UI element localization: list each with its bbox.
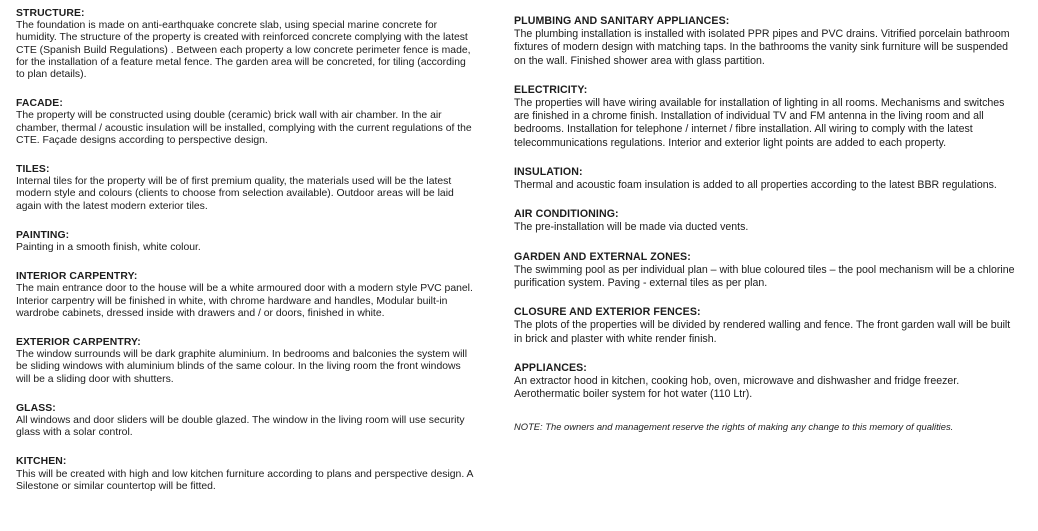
section-garden-external-zones	[514, 251, 1018, 291]
left-column	[16, 8, 476, 510]
section-body: The window surrounds will be dark graphite aluminium. In bedrooms and balconies the system will be sliding windows with aluminium blinds of the same colour. In the living room the front windows will be a sliding door with shutters.	[16, 349, 468, 385]
section-heading: PAINTING:	[16, 229, 70, 241]
section-body: Thermal and acoustic foam insulation is added to all properties according to the latest BBR regulations.	[514, 179, 997, 192]
section-closure-exterior-fences	[514, 306, 1018, 346]
section-structure	[16, 8, 476, 81]
section-body: The foundation is made on anti-earthquake concrete slab, using special marine concrete for humidity. The structure of the property is created with reinforced concrete complying with the latest CTE (Spanish Build Regulations) . Between each property a low concrete perimeter fence is made, for the installation of a feature metal fence. The garden area will be concreted, for tiling (according to plan details).	[16, 20, 471, 81]
section-appliances	[514, 362, 1018, 402]
section-body: The properties will have wiring available for installation of lighting in all rooms. Mechanisms and switches are finished in a chrome finish. Installation of individual TV and FM antenna in the living room and all bedrooms. Installation for telephone / internet / fibre installation. All wiring to comply with the latest telecommunications regulations. Interior and exterior light points are added to each property.	[514, 97, 1005, 149]
section-body: All windows and door sliders will be double glazed. The window in the living room will use security glass with a solar control.	[16, 415, 465, 439]
section-heading: INSULATION:	[514, 165, 583, 178]
section-exterior-carpentry	[16, 337, 476, 386]
section-body: The plumbing installation is installed with isolated PPR pipes and PVC drains. Vitrified porcelain bathroom fixtures of modern design with matching taps. In the bathrooms the vanity sink furniture will be suspended on the wall. Finished shower area with glass partition.	[514, 28, 1010, 67]
section-heading: FACADE:	[16, 98, 63, 110]
section-heading: KITCHEN:	[16, 456, 67, 468]
section-heading: GLASS:	[16, 402, 56, 414]
section-heading: STRUCTURE:	[16, 8, 85, 19]
section-body: The pre-installation will be made via ducted vents.	[514, 221, 749, 234]
section-painting	[16, 230, 476, 254]
section-heading: PLUMBING AND SANITARY APPLIANCES:	[514, 15, 730, 27]
note-text: NOTE: The owners and management reserve the rights of making any change to this memory of qualities.	[514, 421, 954, 433]
section-heading: AIR CONDITIONING:	[514, 208, 619, 221]
section-electricity	[514, 84, 1018, 150]
section-heading: EXTERIOR CARPENTRY:	[16, 337, 141, 349]
section-body: Internal tiles for the property will be of first premium quality, the materials used will be the latest modern style and colours (clients to choose from selection available). Outdoor areas will be laid again with the latest modern exterior tiles.	[16, 176, 454, 212]
section-heading: GARDEN AND EXTERNAL ZONES:	[514, 250, 691, 263]
section-body: Painting in a smooth finish, white colour.	[16, 242, 201, 254]
section-air-conditioning	[514, 208, 1018, 234]
section-kitchen	[16, 456, 476, 493]
section-body: An extractor hood in kitchen, cooking hob, oven, microwave and dishwasher and fridge freezer. Aerothermatic boiler system for hot water (110 Ltr).	[514, 375, 960, 401]
section-heading: CLOSURE AND EXTERIOR FENCES:	[514, 306, 701, 319]
section-body: This will be created with high and low kitchen furniture according to plans and perspective design. A Silestone or similar countertop will be fitted.	[16, 468, 473, 492]
section-body: The main entrance door to the house will be a white armoured door with a modern style PVC panel. Interior carpentry will be finished in white, with chrome hardware and handles, Modular built-in wardrobe cabinets, dressed inside with drawers and / or doors, finished in white.	[16, 283, 473, 319]
section-tiles	[16, 164, 476, 213]
right-column	[514, 8, 1018, 510]
section-heading: ELECTRICITY:	[514, 83, 588, 96]
section-glass	[16, 403, 476, 440]
section-insulation	[514, 166, 1018, 192]
section-heading: INTERIOR CARPENTRY:	[16, 271, 138, 283]
section-body: The swimming pool as per individual plan – with blue coloured tiles – the pool mechanism will be a chlorine purification system. Paving - external tiles as per plan.	[514, 263, 1015, 290]
section-facade	[16, 98, 476, 147]
section-body: The property will be constructed using double (ceramic) brick wall with air chamber. In the air chamber, thermal / acoustic insulation will be installed, complying with the current regulations of the CTE. Façade designs according to perspective design.	[16, 110, 472, 146]
section-heading: TILES:	[16, 164, 50, 176]
section-plumbing-sanitary	[514, 15, 1018, 68]
section-heading: APPLIANCES:	[514, 361, 587, 374]
section-interior-carpentry	[16, 271, 476, 320]
section-body: The plots of the properties will be divided by rendered walling and fence. The front garden wall will be built in brick and plaster with white render finish.	[514, 319, 1011, 345]
